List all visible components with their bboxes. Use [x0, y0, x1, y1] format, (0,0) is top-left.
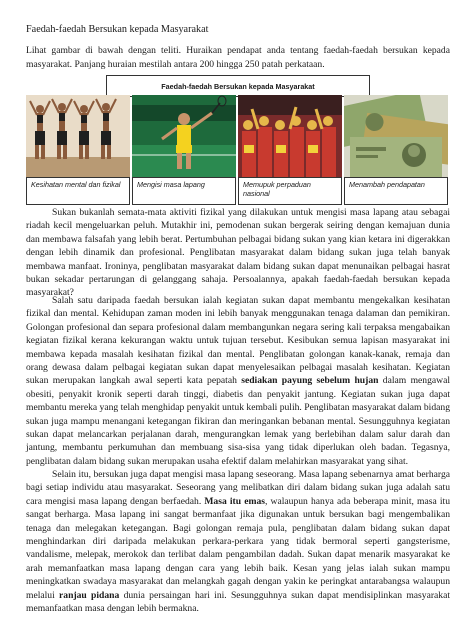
- paragraph-text: , walaupun hanya ada beberapa minit, masa itu sangat berharga. Masa lapang ini sangat bermanfaat jika digunakan untuk bersukan bagi mengembalikan tenaga dan melegakan ketegangan. Bagi golongan remaja pula, penglibatan dalam bidang sukan dapat menghindarkan diri daripada melakukan perkara-perkara yang tidak bermoral seperti gangsterisme, vandalisme, melepak, merokok dan terlibat dalam pengambilan dadah. Sukan dapat menarik masyarakat ke arah memanfaatkan masa lapang dengan cara yang lebih baik. Kesan yang jelas ialah sukan mampu meningkatkan swadaya masyarakat dan melangkah gagah dengan yakin ke peringkat antarabangsa walaupun melalui: [26, 495, 450, 601]
- paragraph-kesihatan: [26, 294, 450, 468]
- document-title: Faedah-faedah Bersukan kepada Masyarakat: [26, 24, 209, 35]
- caption-row: [26, 177, 448, 205]
- caption-perpaduan: Memupuk perpaduan nasional: [238, 177, 342, 205]
- bold-phrase: sediakan payung sebelum hujan: [241, 375, 379, 387]
- paragraph-intro: Sukan bukanlah semata-mata aktiviti fizikal yang dilakukan untuk mengisi masa lapang atau sebagai riadah kecil mengeluarkan peluh. Mutakhir ini, pemodenan sukan bergerak seiring dengan kemajuan dunia dan membawa falsafah yang lebih berat. Pertumbuhan pelbagai bidang sukan yang kian ketara ini digerakkan dengan lebih dinamik dan profesional. Penglibatan masyarakat dalam bidang sukan juga telah banyak membawa manfaat. Ironinya, penglibatan masyarakat dalam bidang sukan dapat menunaikan pelbagai hasrat bukan sekadar pertarungan di gelanggang sahaja. Persoalannya, apakah faedah-faedah bersukan kepada masyarakat?: [26, 207, 450, 299]
- badminton-photo: [132, 95, 236, 177]
- caption-masa-lapang: Mengisi masa lapang: [132, 177, 236, 205]
- bold-phrase: ranjau pidana: [59, 589, 120, 601]
- caption-kesihatan: Kesihatan mental dan fizikal: [26, 177, 130, 205]
- figure-title: Faedah-faedah Bersukan kepada Masyarakat: [161, 81, 315, 91]
- figure-title-box: [106, 75, 370, 97]
- bold-phrase: Masa itu emas: [204, 495, 266, 507]
- paragraph-text: Salah satu daripada faedah bersukan ialah kegiatan sukan dapat membantu mengekalkan kesihatan fizikal dan mental. Kehidupan zaman moden ini lebih banyak menggunakan tenaga dalaman dan pemikiran. Golongan profesional dan separa profesional dalam membangunkan negara sering kali terpaksa mengabaikan kegiatan fizikal kerana kekurangan waktu untuk tujuan tersebut. Kesibukan semua lapisan masyarakat ini membawa kepada masalah kesihatan fizikal dan mental. Penglibatan golongan kanak-kanak, remaja dan orang dewasa dalam pelbagai kegiatan sukan dapat menyelesaikan pelbagai masalah kesihatan. Kegiatan sukan merupakan langkah awal seperti kata pepatah: [26, 295, 450, 387]
- paragraph-text: dunia persaingan hari ini. Sesungguhnya sukan dapat mendisiplinkan masyarakat memanfaatkan masa dengan lebih bermakna.: [26, 589, 451, 615]
- paragraph-masa-lapang: [26, 468, 450, 615]
- instruction-text: Lihat gambar di bawah dengan teliti. Huraikan pendapat anda tentang faedah-faedah bersukan kepada masyarakat. Panjang huraian mestilah antara 200 hingga 250 patah perkataan.: [26, 45, 450, 70]
- crowd-photo: [238, 95, 342, 177]
- yoga-class-photo: [26, 95, 130, 177]
- photo-strip: [26, 95, 448, 177]
- paragraph-text: Selain itu, bersukan juga dapat mengisi masa lapang seseorang. Masa lapang sebenarnya amat berharga bagi setiap individu atau masyarakat. Seseorang yang melibatkan diri dalam bidang sukan juga adalah satu cara mengisi masa lapang dengan berfaedah.: [26, 469, 450, 507]
- paragraph-text: dalam mengawal obesiti, penyakit kronik seperti darah tinggi, diabetis dan penyakit jantung. Kegiatan sukan juga dapat membantu mereka yang telah menghidap penyakit untuk kembali pulih. Penglibatan masyarakat dalam bidang sukan juga mampu menangani ketegangan fikiran dan meringankan bebanan mental. Sesungguhnya kegiatan sukan dapat melancarkan perjalanan darah, mengurangkan lemak yang berlebihan dalam salur darah dan jantung, membantu perkumuhan dan membuang sisa-sisa yang tidak diperlukan oleh badan. Tegasnya, penglibatan dalam bidang sukan merupakan usaha efektif dalam melahirkan masyarakat yang sihat.: [26, 375, 451, 467]
- banknotes-photo: [344, 95, 448, 177]
- caption-pendapatan: Menambah pendapatan: [344, 177, 448, 205]
